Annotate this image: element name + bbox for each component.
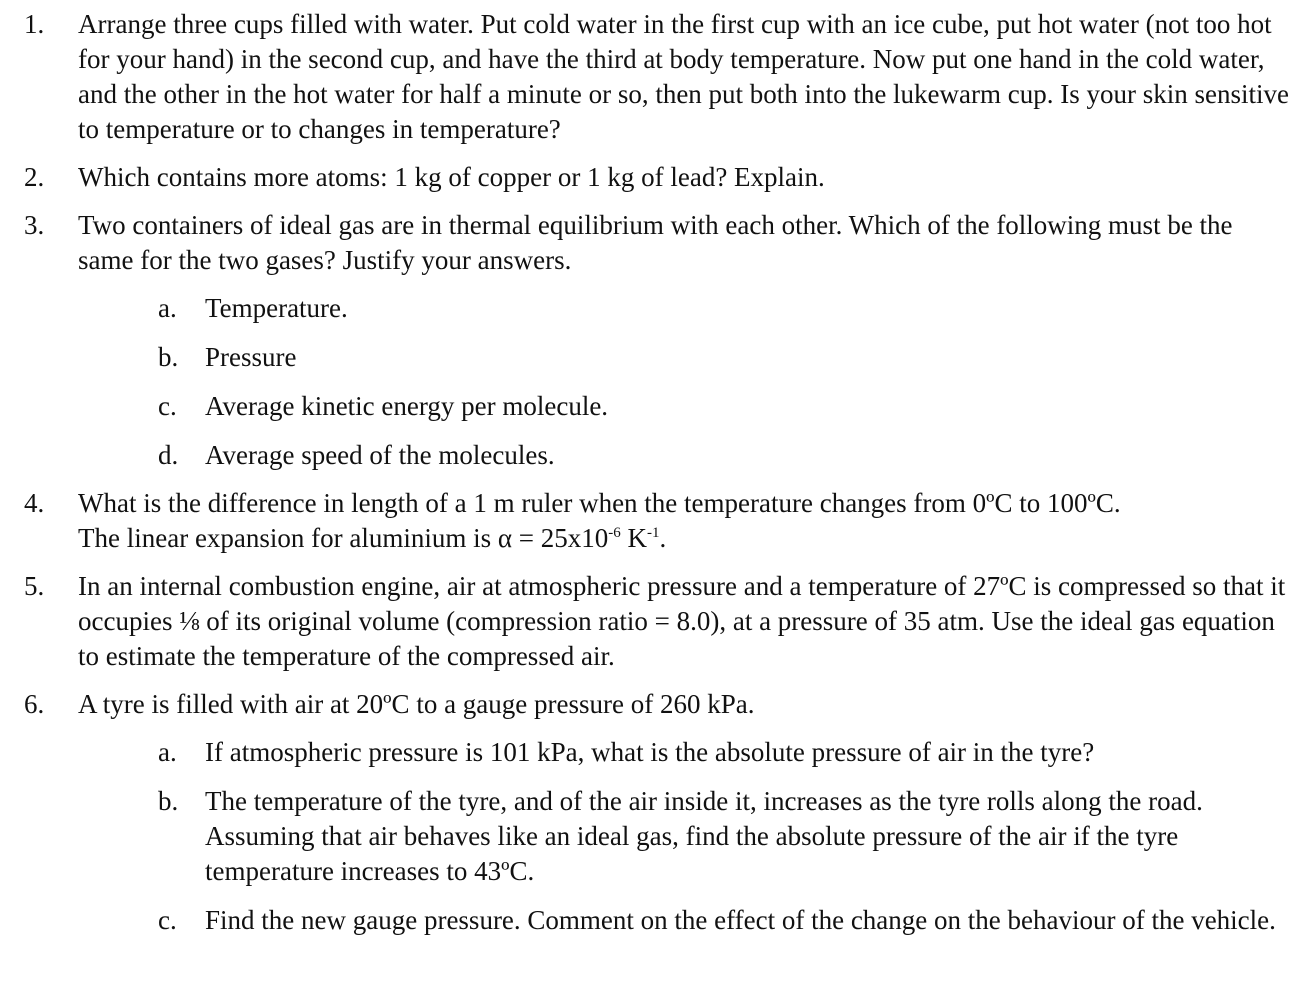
- question-text: In an internal combustion engine, air at atmospheric pressure and a temperature of 27ºC is compressed so that it occupies ⅛ of its original volume (compression ratio = 8.0), at a pressure of 35 atm. Use the ideal gas equation to estimate the temperature of the compressed air.: [78, 571, 1286, 671]
- unit: K: [620, 523, 648, 553]
- period: .: [659, 523, 667, 553]
- sub-question-b: [0, 340, 1290, 375]
- sub-question-c: [0, 389, 1290, 424]
- question-number: 4.: [24, 488, 45, 518]
- question-number: 6.: [24, 689, 45, 719]
- sub-question-letter: c.: [158, 391, 177, 421]
- question-text: Arrange three cups filled with water. Put cold water in the first cup with an ice cube, put hot water (not too hot for your hand) in the second cup, and have the third at body temperature. Now put one hand in the cold water, and the other in the hot water for half a minute or so, then put both into the lukewarm cup. Is your skin sensitive to temperature or to changes in temperature?: [78, 9, 1289, 144]
- sub-question-letter: d.: [158, 440, 179, 470]
- sub-question-b: [0, 784, 1290, 889]
- sub-question-text: Pressure: [205, 342, 297, 372]
- sub-question-text: The temperature of the tyre, and of the air inside it, increases as the tyre rolls along the road. Assuming that air behaves like an ideal gas, find the absolute pressure of the air if the tyre temperature increases to 43ºC.: [205, 786, 1203, 886]
- question-text: A tyre is filled with air at 20ºC to a gauge pressure of 260 kPa.: [78, 689, 755, 719]
- sub-question-letter: a.: [158, 737, 177, 767]
- question-number: 1.: [24, 9, 45, 39]
- question-5: [0, 569, 1290, 674]
- sub-question-list: [78, 291, 1290, 473]
- sub-question-list: [78, 735, 1290, 938]
- sub-question-text: Average kinetic energy per molecule.: [205, 391, 609, 421]
- question-number: 3.: [24, 210, 45, 240]
- sub-question-text: Temperature.: [205, 293, 348, 323]
- sub-question-letter: b.: [158, 786, 179, 816]
- exponent: -6: [608, 525, 621, 541]
- sub-question-letter: c.: [158, 905, 177, 935]
- sub-question-letter: a.: [158, 293, 177, 323]
- sub-question-a: [0, 735, 1290, 770]
- question-4: [0, 486, 1290, 556]
- question-number: 2.: [24, 162, 45, 192]
- question-text: [78, 486, 1290, 556]
- question-text: Which contains more atoms: 1 kg of copper or 1 kg of lead? Explain.: [78, 162, 825, 192]
- question-1: [0, 7, 1290, 147]
- question-number: 5.: [24, 571, 45, 601]
- question-text-line-2: The linear expansion for aluminium is α = 25x10: [78, 523, 609, 553]
- sub-question-c: [0, 903, 1290, 938]
- sub-question-d: [0, 438, 1290, 473]
- question-text: Two containers of ideal gas are in thermal equilibrium with each other. Which of the following must be the same for the two gases? Justify your answers.: [78, 210, 1233, 275]
- question-6: [0, 687, 1290, 938]
- sub-question-text: If atmospheric pressure is 101 kPa, what is the absolute pressure of air in the tyre?: [205, 737, 1095, 767]
- sub-question-letter: b.: [158, 342, 179, 372]
- question-3: [0, 208, 1290, 473]
- question-2: [0, 160, 1290, 195]
- question-sheet: [0, 7, 1290, 951]
- sub-question-text: Find the new gauge pressure. Comment on the effect of the change on the behaviour of the vehicle.: [205, 905, 1276, 935]
- question-text-line-1: What is the difference in length of a 1 m ruler when the temperature changes from 0ºC to 100ºC.: [78, 488, 1121, 518]
- sub-question-text: Average speed of the molecules.: [205, 440, 555, 470]
- sub-question-a: [0, 291, 1290, 326]
- exponent: -1: [647, 525, 660, 541]
